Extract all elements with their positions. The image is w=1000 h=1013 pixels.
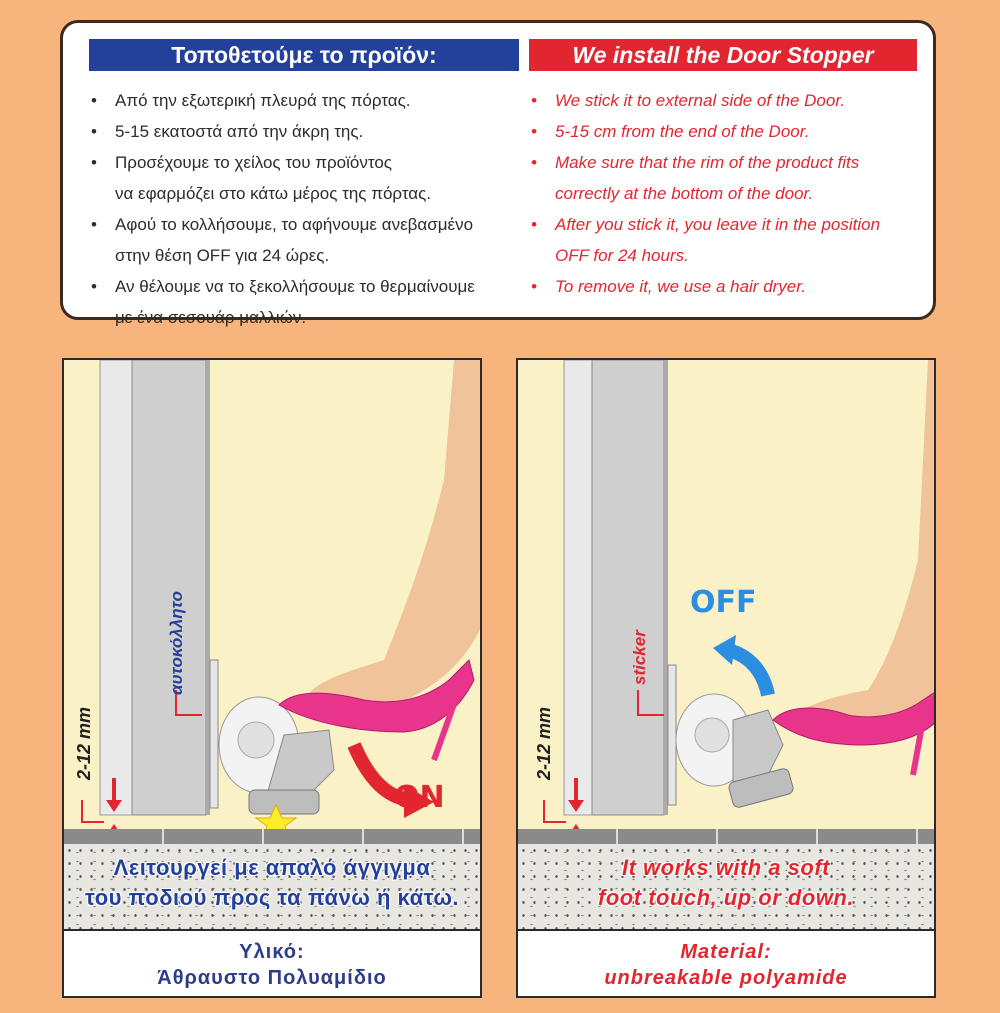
material-box (64, 929, 480, 998)
list-item: • To remove it, we use a hair dryer. (529, 271, 929, 302)
bullet-icon: • (91, 277, 97, 296)
bullet-icon: • (531, 122, 537, 141)
list-item: • We stick it to external side of the Door. (529, 85, 929, 116)
bullet-icon: • (91, 153, 97, 172)
floor-strip (64, 829, 480, 844)
bullet-icon: • (531, 91, 537, 110)
door-face (592, 360, 664, 815)
door-edge (100, 360, 132, 815)
bullet-icon: • (531, 215, 537, 234)
list-item: • Προσέχουμε το χείλος του προϊόντος να εφαρμόζει στο κάτω μέρος της πόρτας. (89, 147, 529, 209)
door-stopper-on-illustration (64, 360, 482, 830)
bullet-icon: • (91, 91, 97, 110)
illustration-panel-off (516, 358, 936, 998)
greek-instructions (89, 85, 529, 333)
instruction-card (60, 20, 936, 327)
stopper-plate-icon (210, 660, 218, 808)
list-item: • 5-15 cm from the end of the Door. (529, 116, 929, 147)
sticker-label: sticker (630, 630, 649, 685)
bullet-icon: • (531, 277, 537, 296)
bullet-icon: • (531, 153, 537, 172)
material-title: Υλικό: Άθραυστο Πολυαμίδιο (157, 941, 387, 989)
stopper-plate-icon (668, 665, 676, 805)
list-item: • 5-15 εκατοστά από την άκρη της. (89, 116, 529, 147)
off-arrow-icon (728, 650, 768, 695)
english-instructions (529, 85, 929, 302)
greek-heading: Τοποθετούμε το προϊόν: (89, 39, 519, 71)
list-item: • Αν θέλουμε να το ξεκολλήσουμε το θερμαίνουμε με ένα σεσουάρ μαλλιών. (89, 271, 529, 333)
bullet-icon: • (91, 215, 97, 234)
on-label: ON (394, 780, 445, 815)
material-box (518, 929, 934, 998)
door-face (132, 360, 206, 815)
english-heading: We install the Door Stopper (529, 39, 917, 71)
caption: It works with a soft foot touch, up or down. (598, 855, 854, 910)
leg-icon (788, 360, 936, 726)
list-item: • Αφού το κολλήσουμε, το αφήνουμε ανεβασμένο στην θέση OFF για 24 ώρες. (89, 209, 529, 271)
leg-icon (304, 360, 482, 707)
list-item: • Make sure that the rim of the product fits correctly at the bottom of the door. (529, 147, 929, 209)
sticker-label: αυτοκόλλητο (167, 591, 186, 695)
door-edge (564, 360, 592, 815)
list-item: • After you stick it, you leave it in the position OFF for 24 hours. (529, 209, 929, 271)
gap-label: 2-12 mm (74, 706, 94, 780)
list-item: • Από την εξωτερική πλευρά της πόρτας. (89, 85, 529, 116)
gap-label: 2-12 mm (534, 706, 554, 780)
material-title: Material: unbreakable polyamide (604, 941, 848, 989)
illustration-panel-on (62, 358, 482, 998)
bullet-icon: • (91, 122, 97, 141)
caption: Λειτουργεί με απαλό άγγιγμα του ποδιού προς τα πάνω ή κάτω. (84, 855, 460, 910)
off-label: OFF (690, 585, 757, 620)
floor-strip (518, 829, 934, 844)
